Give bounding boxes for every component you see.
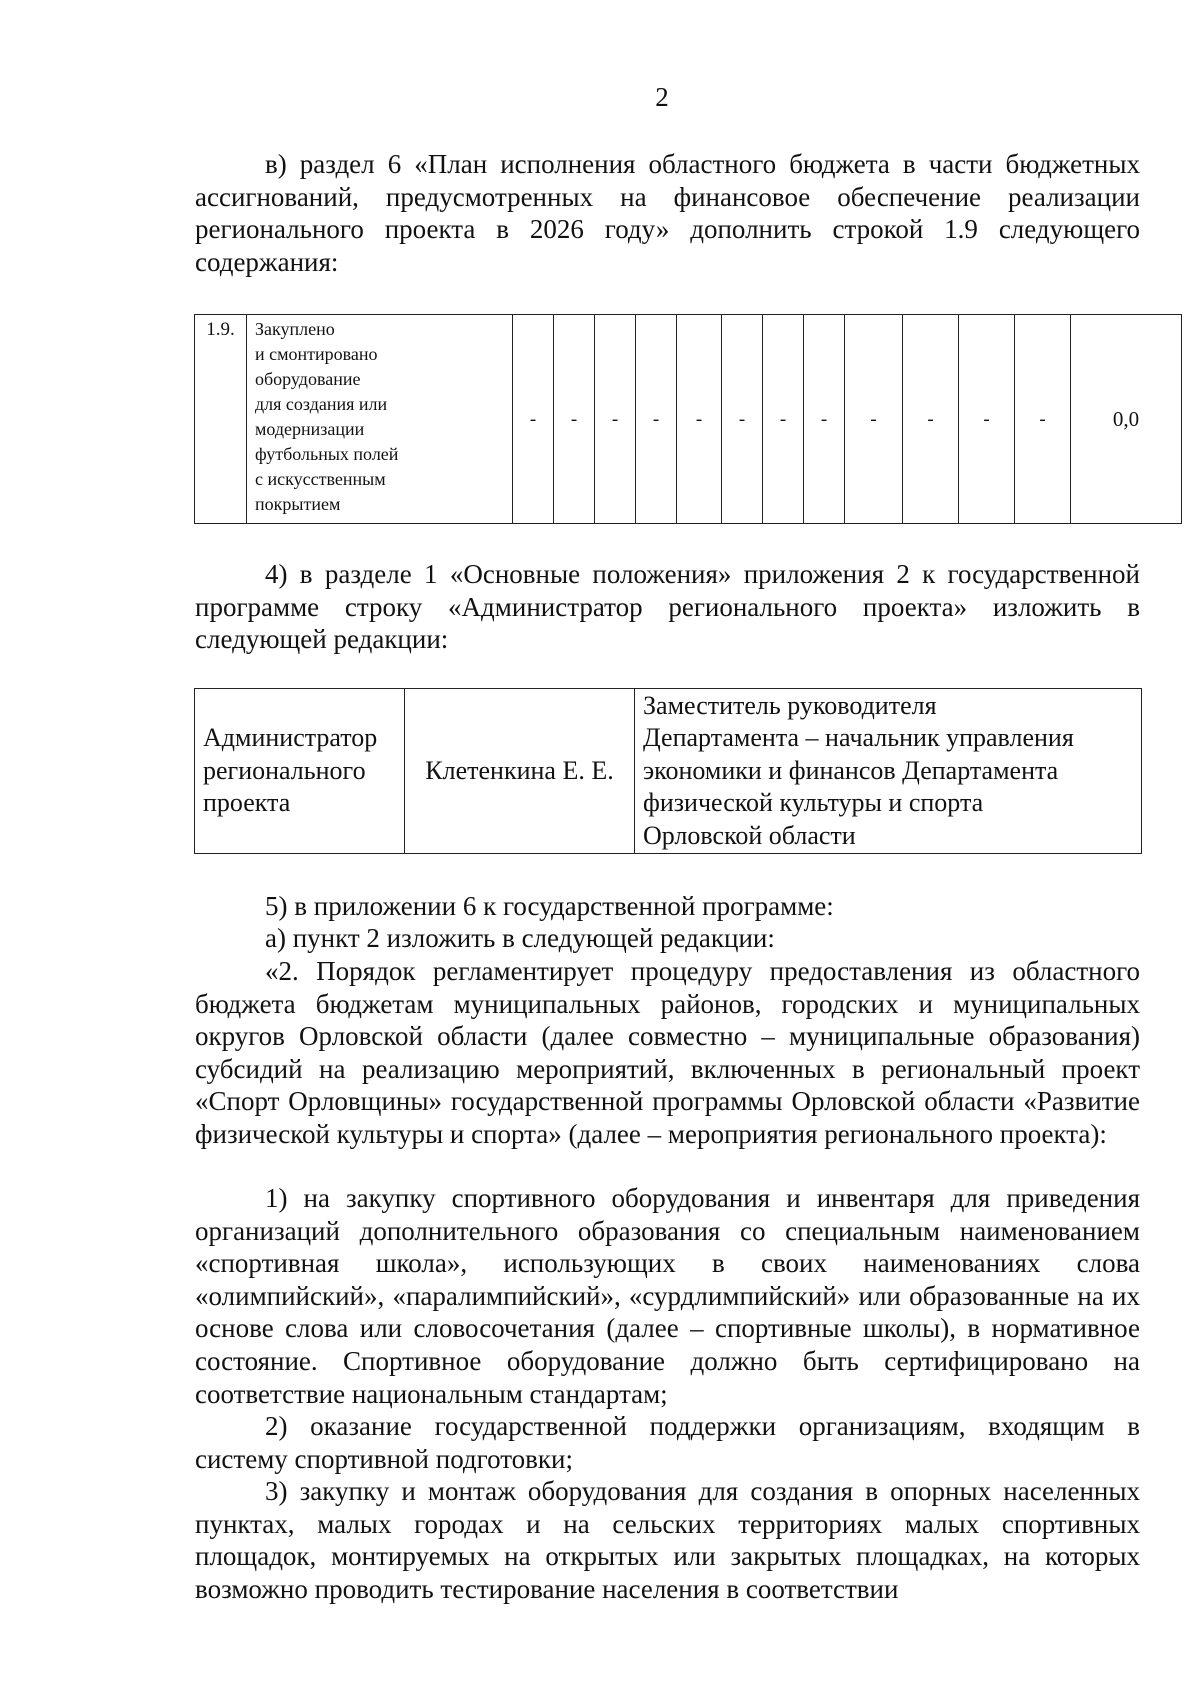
description-line: для создания или xyxy=(255,394,388,414)
body-paragraph: 1) на закупку спортивного оборудования и инвентаря для приведения организаций дополнительного образования со специальным наименованием «спортивная школа», использующих в своих наименованиях слова «олимпийский», «паралимпийский», «сурдлимпийский» или образованные на их основе слова или словосочетания (далее – спортивные школы), в нормативное состояние. Спортивное оборудование должно быть сертифицировано на соответствие национальным стандартам; xyxy=(195,1183,1140,1409)
label-line: регионального xyxy=(203,755,366,785)
body-paragraph: 5) в приложении 6 к государственной программе: xyxy=(265,891,834,921)
table-cell: - xyxy=(763,315,804,524)
table-cell: - xyxy=(595,315,636,524)
description-line: модернизации xyxy=(255,419,365,439)
description-line: футбольных полей xyxy=(255,444,399,464)
administrator-position xyxy=(635,689,1142,854)
table-cell: - xyxy=(1015,315,1071,524)
position-line: Департамента – начальник управления xyxy=(643,723,1074,753)
body-paragraph: 2) оказание государственной поддержки организациям, входящим в систему спортивной подготовки; xyxy=(195,1411,1140,1474)
row-number: 1.9. xyxy=(195,315,247,524)
table-cell: - xyxy=(903,315,959,524)
table-cell: - xyxy=(513,315,554,524)
table-cell: - xyxy=(554,315,595,524)
administrator-table xyxy=(194,688,1142,854)
position-line: физической культуры и спорта xyxy=(643,788,984,818)
administrator-label xyxy=(195,689,405,854)
administrator-name: Клетенкина Е. Е. xyxy=(405,689,635,854)
intro-paragraph: в) раздел 6 «План исполнения областного бюджета в части бюджетных ассигнований, предусмотренных на финансовое обеспечение реализации регионального проекта в 2026 году» дополнить строкой 1.9 следующего содержания: xyxy=(195,149,1140,277)
description-line: оборудование xyxy=(255,369,361,389)
table-cell: - xyxy=(845,315,903,524)
description-line: Закуплено xyxy=(255,319,335,339)
body-paragraph: «2. Порядок регламентирует процедуру предоставления из областного бюджета бюджетам муниципальных районов, городских и муниципальных округов Орловской области (далее совместно – муниципальные образования) субсидий на реализацию мероприятий, включенных в региональный проект «Спорт Орловщины» государственной программы Орловской области «Развитие физической культуры и спорта» (далее – мероприятия регионального проекта): xyxy=(195,956,1140,1149)
item4-paragraph: 4) в разделе 1 «Основные положения» приложения 2 к государственной программе строку «Администратор регионального проекта» изложить в следующей редакции: xyxy=(195,559,1140,655)
label-line: проекта xyxy=(203,788,291,818)
description-line: покрытием xyxy=(255,494,341,514)
row-description xyxy=(247,315,513,524)
table-cell: - xyxy=(722,315,763,524)
page-number: 2 xyxy=(655,82,669,112)
table-cell: - xyxy=(636,315,677,524)
table-cell: - xyxy=(677,315,722,524)
table-cell: - xyxy=(804,315,845,524)
position-line: Заместитель руководителя xyxy=(643,690,937,720)
position-line: Орловской области xyxy=(643,820,856,850)
body-paragraph: 3) закупку и монтаж оборудования для создания в опорных населенных пунктах, малых городах и на сельских территориях малых спортивных площадок, монтируемых на открытых или закрытых площадках, на которых возможно проводить тестирование населения в соответствии xyxy=(195,1476,1140,1604)
label-line: Администратор xyxy=(203,723,378,753)
budget-table-row xyxy=(194,314,1182,524)
description-line: с искусственным xyxy=(255,469,386,489)
table-cell: - xyxy=(959,315,1015,524)
body-paragraph: а) пункт 2 изложить в следующей редакции: xyxy=(265,923,775,953)
position-line: экономики и финансов Департамента xyxy=(643,755,1059,785)
total-cell: 0,0 xyxy=(1071,315,1182,524)
description-line: и смонтировано xyxy=(255,344,378,364)
